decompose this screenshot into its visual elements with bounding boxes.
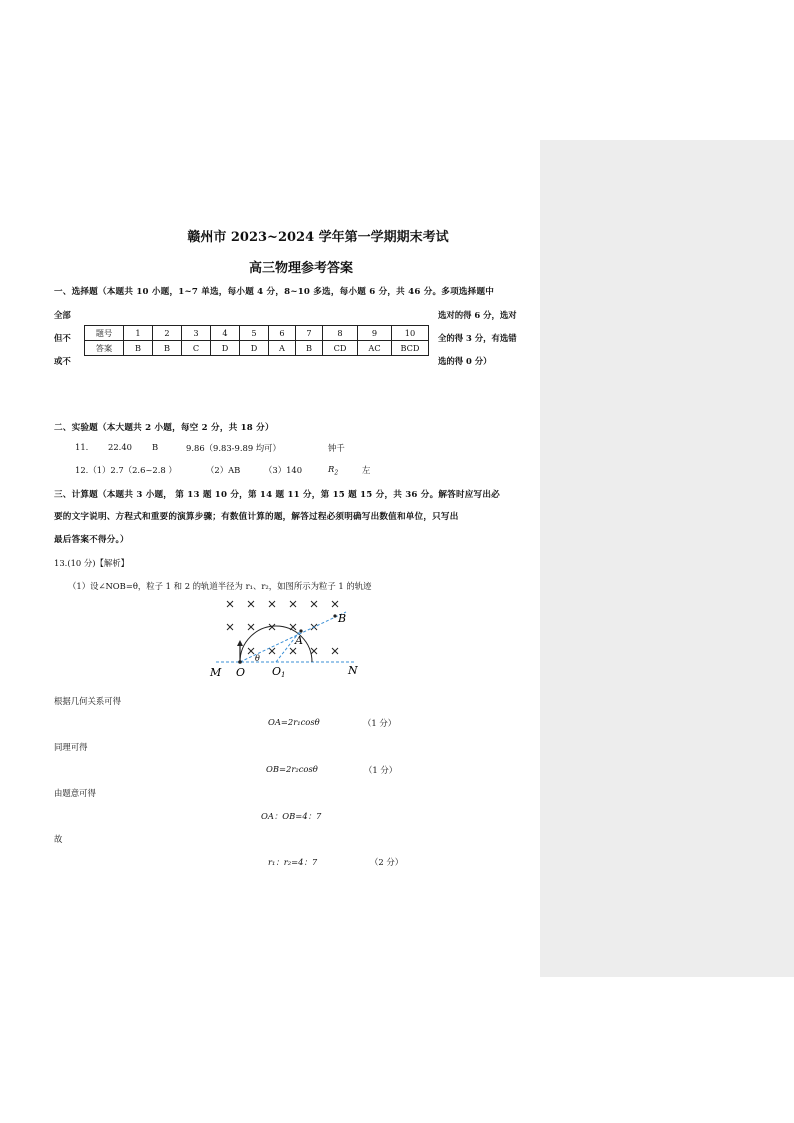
- q11-number: 11.: [75, 442, 89, 452]
- q11-answer-1: 22.40: [108, 442, 132, 452]
- table-cell: AC: [358, 341, 392, 356]
- table-cell: B: [153, 341, 182, 356]
- table-cell: 6: [269, 326, 296, 341]
- label-o: O: [236, 666, 246, 679]
- label-o1: [272, 665, 286, 679]
- table-cell: 3: [182, 326, 211, 341]
- q11-answer-4: 钟千: [328, 443, 345, 453]
- q11-answer-3: 9.86（9.83-9.89 均可）: [186, 443, 281, 453]
- q12-part-3: （3）140: [264, 465, 303, 475]
- q13-equation-4: r₁：r₂=4：7: [268, 857, 318, 867]
- q12-part-1: 12.（1）2.7（2.6~2.8 ）: [75, 465, 177, 475]
- q13-equation-2: OB=2r₂cosθ: [266, 764, 318, 774]
- q12-part-5: 左: [362, 465, 371, 475]
- label-m: M: [210, 666, 222, 679]
- point-b: [333, 614, 336, 617]
- table-cell: 4: [211, 326, 240, 341]
- trajectory-figure: [206, 594, 366, 680]
- table-cell: B: [296, 341, 323, 356]
- q13-equation-1-score: （1 分）: [363, 718, 397, 728]
- label-o1-subscript: 1: [281, 671, 286, 679]
- label-n: N: [348, 664, 358, 677]
- q13-equation-1: OA=2r₁cosθ: [268, 717, 320, 727]
- table-cell: BCD: [392, 341, 429, 356]
- table-cell: A: [269, 341, 296, 356]
- section3-line-1: 三、计算题（本题共 3 小题， 第 13 题 10 分，第 14 题 11 分，第 15 题 15 分，共 36 分。解答时应写出必: [54, 490, 500, 500]
- table-cell: 5: [240, 326, 269, 341]
- section1-left-line-3: 或不: [54, 356, 71, 366]
- table-cell-label: 题号: [85, 326, 124, 341]
- section1-right-line-2: 全的得 3 分，有选错: [438, 333, 517, 343]
- q12-part-2: （2）AB: [206, 465, 241, 475]
- table-cell: D: [240, 341, 269, 356]
- section3-line-2: 要的文字说明、方程式和重要的演算步骤；有数值计算的题，解答过程必须明确写出数值和单位，只写出: [54, 512, 459, 522]
- table-row: [85, 341, 429, 356]
- table-cell-label: 答案: [85, 341, 124, 356]
- table-cell: B: [124, 341, 153, 356]
- point-a: [299, 629, 302, 632]
- table-cell: C: [182, 341, 211, 356]
- q12-part-4: [328, 464, 338, 477]
- document-subtitle: 高三物理参考答案: [248, 261, 353, 276]
- velocity-arrowhead: [237, 640, 243, 646]
- section1-right-line-1: 选对的得 6 分，选对: [438, 310, 517, 320]
- q13-equation-4-score: （2 分）: [370, 857, 404, 867]
- label-theta: θ: [255, 654, 260, 663]
- point-o: [238, 660, 242, 664]
- q13-step2-label: 同理可得: [54, 742, 88, 752]
- q13-header: 13.(10 分)【解析】: [54, 558, 130, 568]
- table-cell: 9: [358, 326, 392, 341]
- section1-left-line-2: 但不: [54, 333, 71, 343]
- table-cell: D: [211, 341, 240, 356]
- answer-table: [84, 325, 429, 356]
- table-row: [85, 326, 429, 341]
- q13-equation-2-score: （1 分）: [364, 765, 398, 775]
- section1-heading: 一、选择题（本题共 10 小题，1~7 单选，每小题 4 分，8~10 多选，每小题 6 分，共 46 分。多项选择题中: [54, 287, 495, 297]
- section1-right-line-3: 选的得 0 分）: [438, 356, 492, 366]
- label-b: B: [338, 612, 347, 625]
- table-cell: 7: [296, 326, 323, 341]
- q12-part-4-symbol: R: [328, 464, 335, 474]
- table-cell: 2: [153, 326, 182, 341]
- section1-left-line-1: 全部: [54, 310, 71, 320]
- q13-intro: （1）设∠NOB=θ，粒子 1 和 2 的轨道半径为 r₁、r₂，如图所示为粒子 1 的轨迹: [68, 581, 372, 591]
- table-cell: 1: [124, 326, 153, 341]
- table-cell: 8: [323, 326, 358, 341]
- q13-step3-label: 由题意可得: [54, 788, 96, 798]
- label-a: A: [295, 634, 303, 647]
- q13-step1-label: 根据几何关系可得: [54, 696, 121, 706]
- label-o1-letter: O: [272, 665, 282, 678]
- q13-step4-label: 故: [54, 834, 63, 844]
- document-title: 赣州市 2023~2024 学年第一学期期末考试: [187, 230, 449, 245]
- table-cell: 10: [392, 326, 429, 341]
- q13-equation-3: OA：OB=4：7: [261, 811, 322, 821]
- section2-heading: 二、实验题（本大题共 2 小题，每空 2 分，共 18 分）: [54, 423, 274, 433]
- q12-part-4-subscript: 2: [334, 469, 339, 477]
- table-cell: CD: [323, 341, 358, 356]
- q11-answer-2: B: [152, 442, 159, 452]
- section3-line-3: 最后答案不得分。）: [54, 535, 129, 545]
